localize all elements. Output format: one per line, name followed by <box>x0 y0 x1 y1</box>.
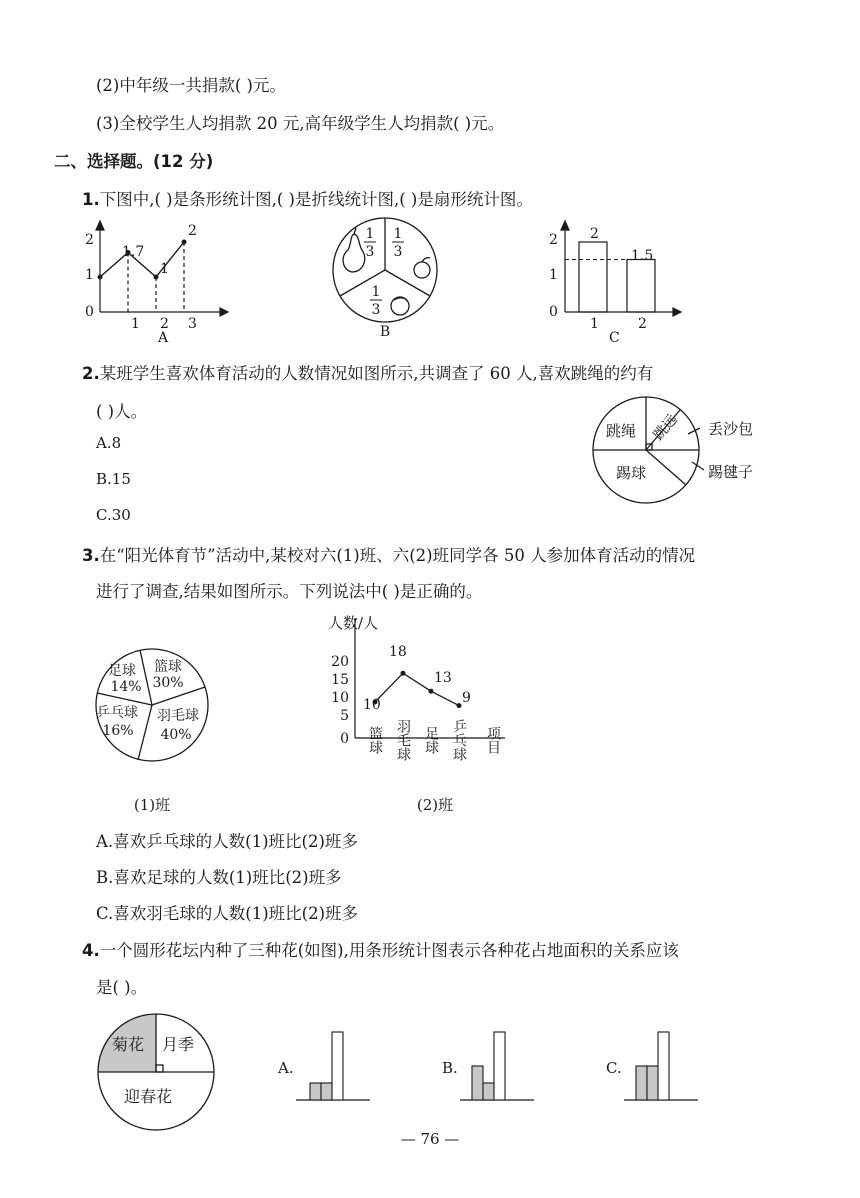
y-tick: 1 <box>85 267 94 283</box>
figure-label: B <box>379 324 391 340</box>
label-chrysanthemum: 菊花 <box>112 1035 145 1054</box>
part1-q3: (3)全校学生人均捐款 20 元,高年级学生人均捐款( )元。 <box>96 114 505 133</box>
slice-name: 篮球 <box>154 659 182 675</box>
option-label[interactable]: C. <box>606 1059 622 1077</box>
y-tick: 0 <box>85 304 94 320</box>
fraction-denominator: 3 <box>393 244 403 260</box>
question-2-cont: ( )人。 <box>96 402 148 421</box>
y-tick: 15 <box>331 672 349 688</box>
option-c[interactable]: C.30 <box>96 506 131 524</box>
question-text: 某班学生喜欢体育活动的人数情况如图所示,共调查了 60 人,喜欢跳绳的约有 <box>99 364 654 383</box>
y-tick: 20 <box>331 654 349 670</box>
option-c[interactable]: C.喜欢羽毛球的人数(1)班比(2)班多 <box>96 904 359 923</box>
q4-option-c-bar-chart <box>600 1025 710 1105</box>
x-axis-label: 项目 <box>485 726 501 754</box>
bar <box>310 1083 321 1100</box>
fraction-denominator: 3 <box>371 302 381 318</box>
q4-option-a-bar-chart <box>270 1025 380 1105</box>
data-point <box>457 703 462 708</box>
question-text: 在“阳光体育节”活动中,某校对六(1)班、六(2)班同学各 50 人参加体育活动的情况 <box>99 546 696 565</box>
right-angle-mark <box>156 1065 163 1072</box>
point-label: 13 <box>434 670 452 686</box>
question-3-cont: 进行了调查,结果如图所示。下列说法中( )是正确的。 <box>96 582 483 601</box>
y-axis-arrow <box>561 221 569 230</box>
bar <box>627 260 655 313</box>
point-label: 9 <box>462 690 471 706</box>
point-label: 10 <box>363 697 381 713</box>
fraction-denominator: 3 <box>365 244 375 260</box>
y-tick: 5 <box>340 708 349 724</box>
figure-label: C <box>609 330 620 346</box>
x-category: 足球 <box>423 726 439 754</box>
bar <box>658 1032 669 1100</box>
page-number: — 76 — <box>400 1130 460 1148</box>
chart-caption: (1)班 <box>133 796 171 814</box>
y-tick: 0 <box>549 304 558 320</box>
slice-pct: 40% <box>160 727 192 743</box>
question-number: 1. <box>82 190 100 209</box>
x-category: 乒乓球 <box>451 719 467 761</box>
pie-divider <box>140 650 152 705</box>
q4-option-b-bar-chart <box>436 1025 546 1105</box>
point-label: 1.7 <box>122 244 145 260</box>
bar-label: 2 <box>590 226 599 242</box>
label-rose: 月季 <box>162 1035 195 1054</box>
y-axis-arrow <box>96 221 104 230</box>
fraction-numerator: 1 <box>365 226 375 242</box>
pie-divider <box>385 270 430 296</box>
x-tick: 2 <box>160 316 169 332</box>
bar <box>332 1032 343 1100</box>
x-category: 羽毛球 <box>395 719 411 761</box>
peach-icon <box>391 297 409 315</box>
bar-label: 1.5 <box>631 248 654 264</box>
question-number: 2. <box>82 364 100 383</box>
slice-pct: 16% <box>102 723 134 739</box>
data-point <box>154 275 159 280</box>
data-point <box>429 689 434 694</box>
q3-class2-line-chart <box>325 610 525 815</box>
x-tick: 2 <box>638 316 647 332</box>
x-axis-arrow <box>220 308 228 316</box>
bar <box>636 1066 647 1100</box>
bar <box>494 1032 505 1100</box>
y-tick: 2 <box>549 232 558 248</box>
option-b[interactable]: B.15 <box>96 470 131 488</box>
q1-figure-a-line-chart <box>80 218 230 348</box>
pie-divider <box>138 705 152 760</box>
question-number: 3. <box>82 546 100 565</box>
part1-q2: (2)中年级一共捐款( )元。 <box>96 76 286 95</box>
x-tick: 1 <box>590 316 599 332</box>
figure-label: A <box>158 330 169 346</box>
fraction-numerator: 1 <box>371 284 381 300</box>
option-label[interactable]: B. <box>442 1059 458 1077</box>
slice-pct: 14% <box>110 679 142 695</box>
question-4 <box>82 937 679 961</box>
question-text: 下图中,( )是条形统计图,( )是折线统计图,( )是扇形统计图。 <box>99 190 533 209</box>
y-axis-label: 人数/人 <box>328 614 379 632</box>
slice-name: 羽毛球 <box>157 708 199 724</box>
bar <box>472 1066 483 1100</box>
point-label: 2 <box>188 223 197 239</box>
bar <box>321 1083 332 1100</box>
label-jump-rope: 跳绳 <box>606 422 637 440</box>
question-2 <box>82 360 653 384</box>
option-b[interactable]: B.喜欢足球的人数(1)班比(2)班多 <box>96 868 342 887</box>
data-point <box>182 240 187 245</box>
slice-name: 乒乓球 <box>96 705 138 721</box>
y-tick: 0 <box>340 731 349 747</box>
slice-name: 足球 <box>108 663 136 679</box>
question-4-cont: 是( )。 <box>96 978 148 997</box>
data-point <box>401 671 406 676</box>
pie-divider <box>646 450 686 485</box>
bar <box>647 1066 658 1100</box>
q1-figure-c-bar-chart <box>545 218 685 348</box>
option-label[interactable]: A. <box>278 1059 294 1077</box>
label-long-jump: 跳远 <box>650 411 681 444</box>
bar <box>579 242 607 312</box>
question-3 <box>82 542 695 566</box>
question-1 <box>82 186 533 210</box>
label-jasmine: 迎春花 <box>124 1087 173 1106</box>
apple-icon <box>414 258 430 278</box>
chart-caption: (2)班 <box>416 796 454 814</box>
y-tick: 2 <box>85 232 94 248</box>
y-tick: 1 <box>549 267 558 283</box>
x-axis-arrow <box>673 308 681 316</box>
section-heading: 二、选择题。(12 分) <box>54 152 214 171</box>
question-number: 4. <box>82 941 100 960</box>
fraction-numerator: 1 <box>393 226 403 242</box>
label-shuttlecock: 踢毽子 <box>708 463 754 481</box>
x-tick: 3 <box>188 316 197 332</box>
y-tick: 10 <box>331 690 349 706</box>
slice-pct: 30% <box>152 675 184 691</box>
label-kick-ball: 踢球 <box>616 464 647 482</box>
option-a[interactable]: A.喜欢乒乓球的人数(1)班比(2)班多 <box>96 832 358 851</box>
option-a[interactable]: A.8 <box>96 434 122 452</box>
x-category: 篮球 <box>367 726 383 754</box>
label-sandbag: 丢沙包 <box>708 420 754 438</box>
q2-sports-pie-chart <box>590 390 775 515</box>
q3-class1-pie-chart <box>92 645 212 815</box>
bar <box>483 1083 494 1100</box>
point-label: 18 <box>389 644 407 660</box>
data-point <box>98 275 103 280</box>
x-tick: 1 <box>131 316 140 332</box>
point-label: 1 <box>160 261 169 277</box>
q1-figure-b-pie-chart <box>330 212 440 340</box>
q4-flowerbed-pie <box>94 1010 218 1134</box>
question-text: 一个圆形花坛内种了三种花(如图),用条形统计图表示各种花占地面积的关系应该 <box>99 941 679 960</box>
